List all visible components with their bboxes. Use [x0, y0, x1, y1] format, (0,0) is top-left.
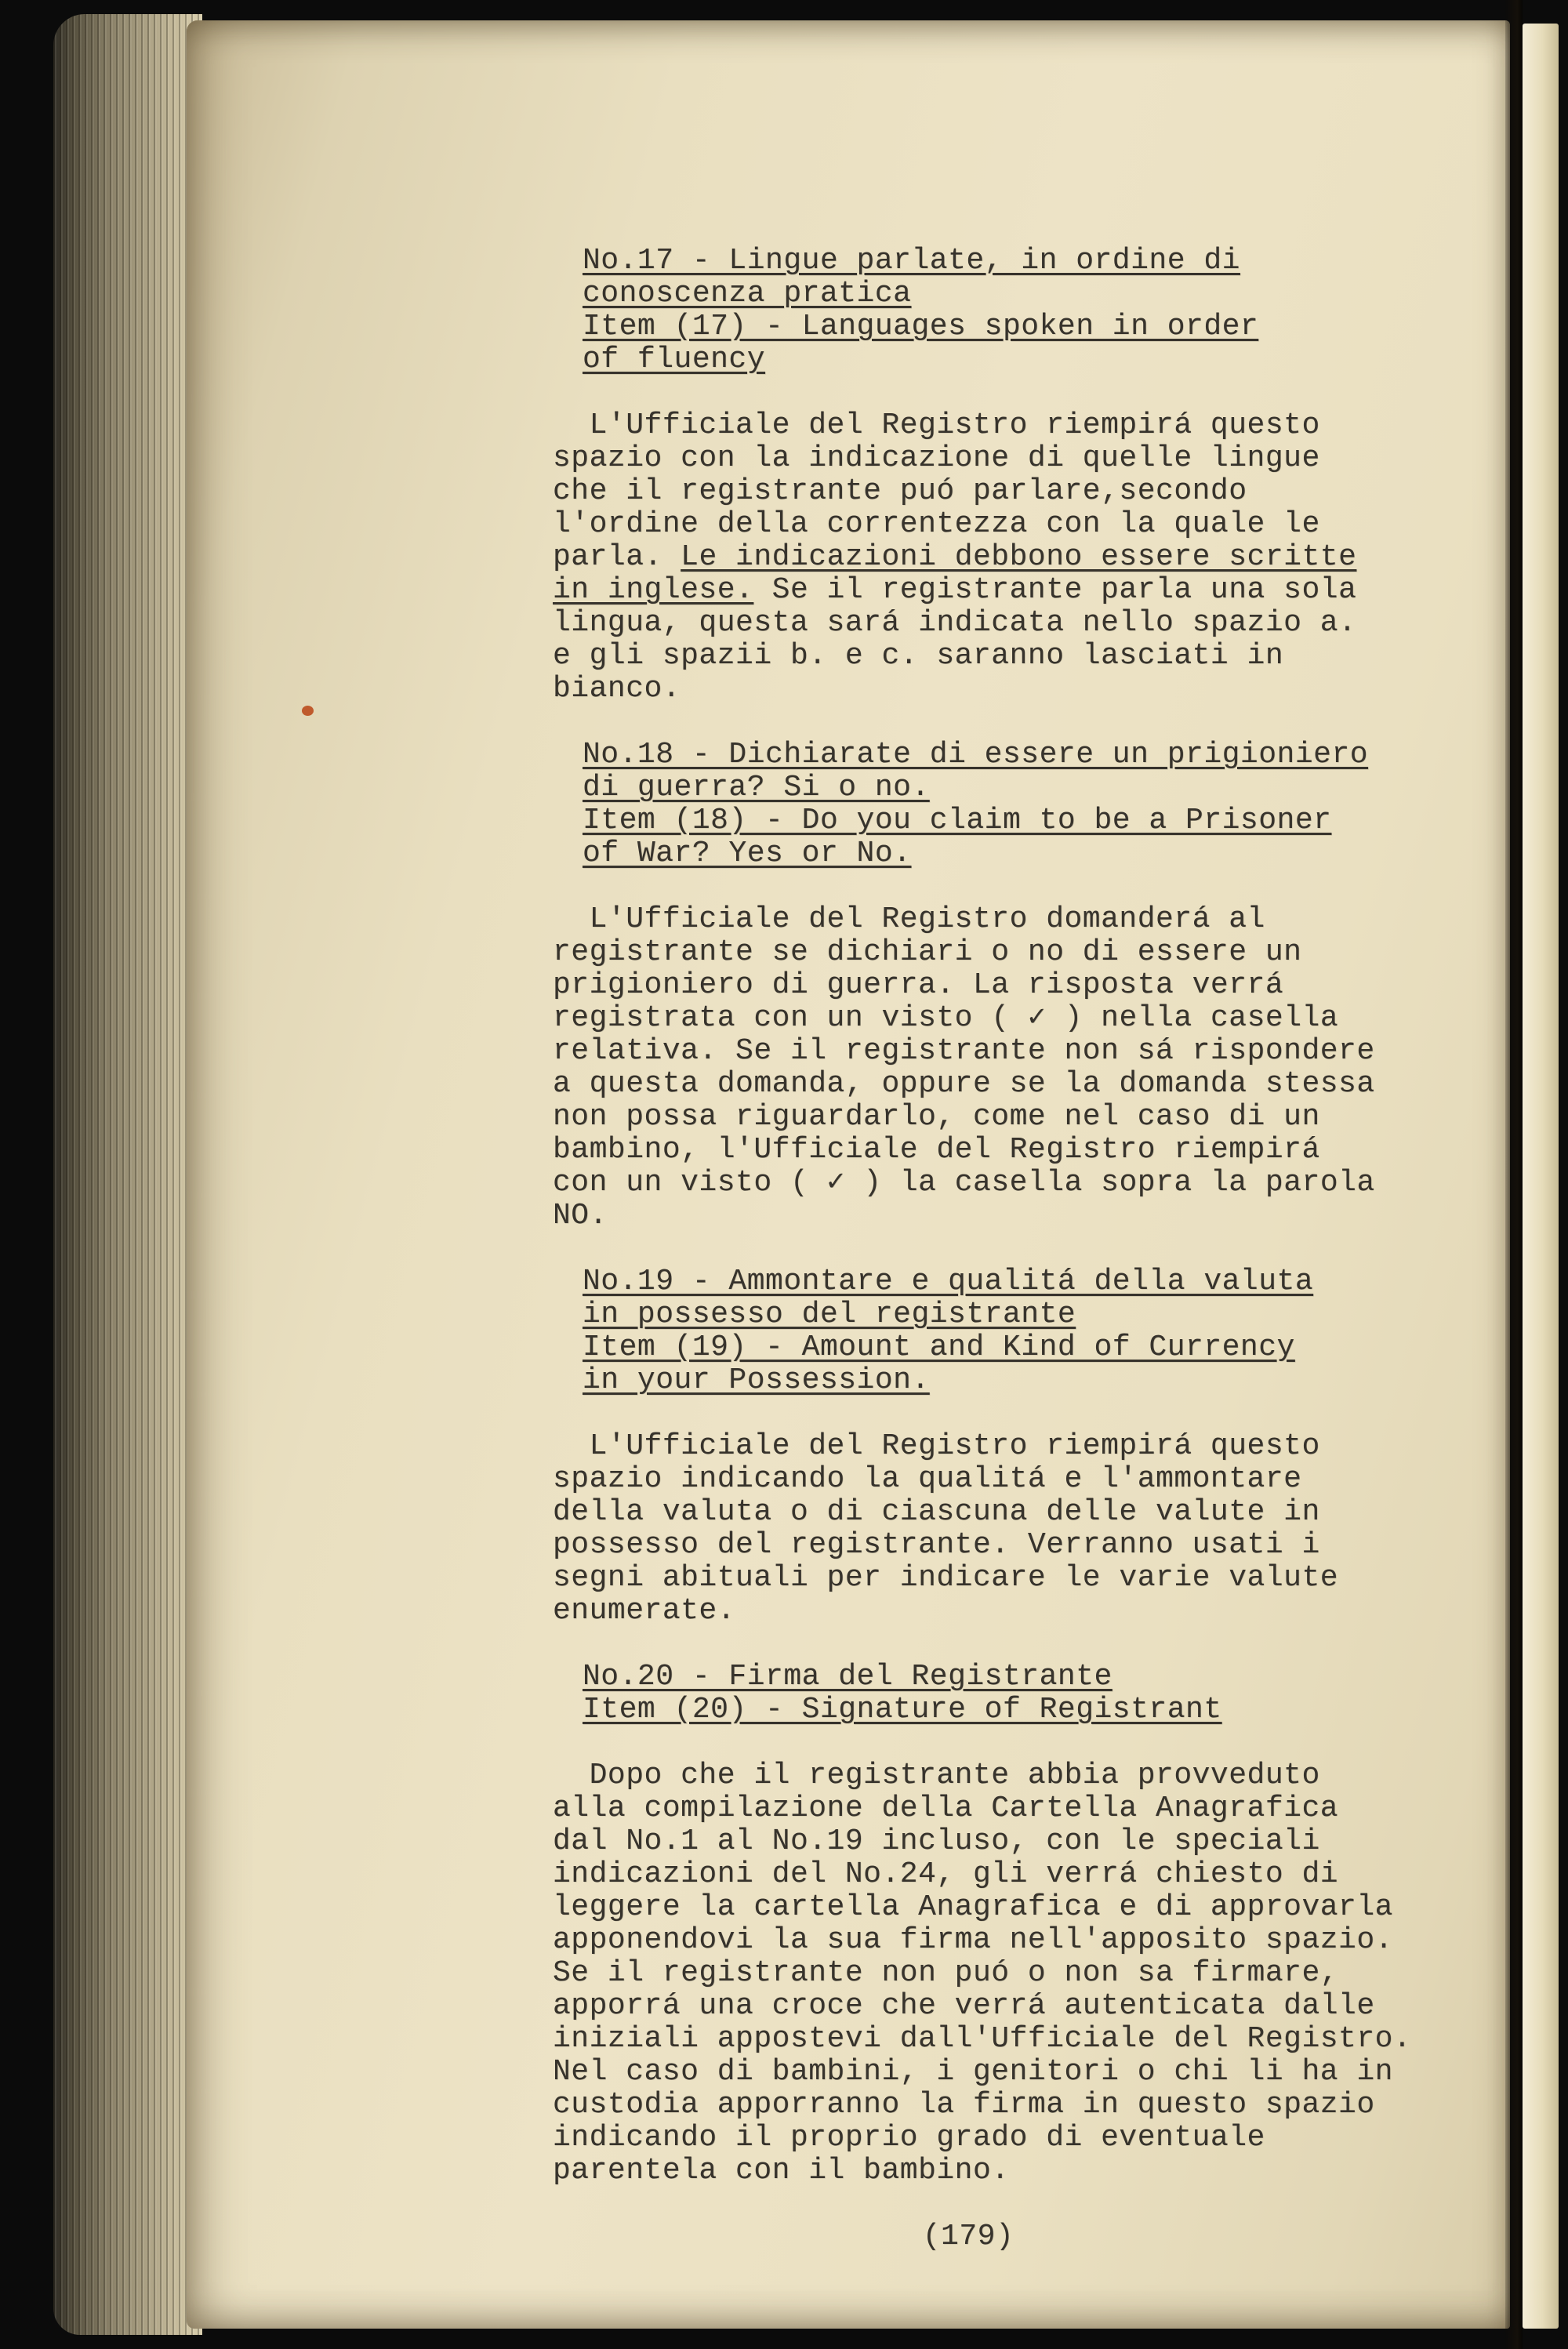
- heading-line: in possesso del registrante: [583, 1298, 1076, 1331]
- section-heading-item-20: [583, 1661, 1470, 1726]
- heading-line: No.20 - Firma del Registrante: [583, 1660, 1112, 1694]
- body-line: della valuta o di ciascuna delle valute in: [553, 1495, 1320, 1529]
- heading-line: Item (17) - Languages spoken in order: [583, 310, 1259, 343]
- heading-line: conoscenza pratica: [583, 277, 912, 310]
- body-line: con un visto ( ✓ ) la casella sopra la parola: [553, 1166, 1375, 1200]
- body-line: leggere la cartella Anagrafica e di approvarla: [553, 1890, 1393, 1924]
- body-line: alla compilazione della Cartella Anagrafica: [553, 1792, 1339, 1825]
- section-paragraph-item-18: [553, 903, 1470, 1233]
- body-line: apporrá una croce che verrá autenticata dalle: [553, 1989, 1375, 2023]
- heading-line: No.17 - Lingue parlate, in ordine di: [583, 244, 1240, 278]
- body-line: NO.: [553, 1199, 608, 1233]
- page-edge-lines: [53, 14, 202, 2335]
- heading-line: Item (20) - Signature of Registrant: [583, 1693, 1222, 1726]
- heading-line: Item (19) - Amount and Kind of Currency: [583, 1331, 1295, 1364]
- body-line: indicazioni del No.24, gli verrá chiesto di: [553, 1857, 1339, 1891]
- body-line: in inglese. Se il registrante parla una sola: [553, 573, 1357, 607]
- section-heading-item-18: [583, 739, 1470, 870]
- body-line: registrata con un visto ( ✓ ) nella casella: [553, 1001, 1339, 1035]
- body-line: L'Ufficiale del Registro riempirá questo: [553, 408, 1320, 442]
- section-heading-item-17: [583, 245, 1470, 376]
- heading-line: of fluency: [583, 343, 766, 376]
- heading-line: Item (18) - Do you claim to be a Prisoner: [583, 804, 1332, 837]
- text-column: [553, 245, 1470, 2253]
- body-line: spazio con la indicazione di quelle lingue: [553, 441, 1320, 475]
- heading-line: in your Possession.: [583, 1363, 930, 1397]
- body-line: segni abituali per indicare le varie valute: [553, 1561, 1339, 1595]
- body-line: registrante se dichiari o no di essere un: [553, 935, 1302, 969]
- body-line: che il registrante puó parlare,secondo: [553, 474, 1247, 508]
- body-line: Nel caso di bambini, i genitori o chi li ha in: [553, 2055, 1393, 2089]
- heading-line: No.18 - Dichiarate di essere un prigioniero: [583, 738, 1369, 772]
- section-item-20: [553, 1661, 1470, 2187]
- page-number: (179): [922, 2220, 1014, 2253]
- section-item-18: [553, 739, 1470, 1233]
- body-line: spazio indicando la qualitá e l'ammontare: [553, 1462, 1302, 1496]
- section-paragraph-item-19: [553, 1430, 1470, 1628]
- body-line: indicando il proprio grado di eventuale: [553, 2121, 1265, 2155]
- section-paragraph-item-20: [553, 1759, 1470, 2187]
- body-line: relativa. Se il registrante non sá rispondere: [553, 1034, 1375, 1068]
- body-line: parentela con il bambino.: [553, 2154, 1010, 2187]
- section-paragraph-item-17: [553, 409, 1470, 706]
- body-line: L'Ufficiale del Registro riempirá questo: [553, 1429, 1320, 1463]
- heading-line: di guerra? Si o no.: [583, 771, 930, 804]
- body-line: Se il registrante non puó o non sa firmare,: [553, 1956, 1339, 1990]
- body-line: L'Ufficiale del Registro domanderá al: [553, 902, 1265, 936]
- body-line: parla. Le indicazioni debbono essere scritte: [553, 540, 1357, 574]
- body-line: apponendovi la sua firma nell'apposito spazio.: [553, 1923, 1393, 1957]
- section-item-17: [553, 245, 1470, 706]
- body-line: bianco.: [553, 672, 681, 706]
- heading-line: of War? Yes or No.: [583, 837, 912, 870]
- page-edge-stack: [53, 14, 202, 2335]
- facing-page-sliver: [1523, 24, 1559, 2329]
- red-dot-mark: [302, 706, 314, 716]
- body-line: iniziali appostevi dall'Ufficiale del Registro.: [553, 2022, 1412, 2056]
- body-line: bambino, l'Ufficiale del Registro riempirá: [553, 1133, 1320, 1167]
- section-heading-item-19: [583, 1265, 1470, 1397]
- body-line: enumerate.: [553, 1594, 736, 1628]
- body-line: dal No.1 al No.19 incluso, con le speciali: [553, 1824, 1320, 1858]
- body-line: possesso del registrante. Verranno usati i: [553, 1528, 1320, 1562]
- body-line: Dopo che il registrante abbia provveduto: [553, 1759, 1320, 1792]
- section-item-19: [553, 1265, 1470, 1628]
- body-line: e gli spazii b. e c. saranno lasciati in: [553, 639, 1284, 673]
- body-line: custodia apporranno la firma in questo spazio: [553, 2088, 1375, 2122]
- body-line: lingua, questa sará indicata nello spazio a.: [553, 606, 1357, 640]
- body-line: non possa riguardarlo, come nel caso di un: [553, 1100, 1320, 1134]
- body-line: l'ordine della correntezza con la quale le: [553, 507, 1320, 541]
- heading-line: No.19 - Ammontare e qualitá della valuta: [583, 1265, 1314, 1298]
- body-line: prigioniero di guerra. La risposta verrá: [553, 968, 1284, 1002]
- page-gutter-shadow: [1505, 0, 1523, 2349]
- body-line: a questa domanda, oppure se la domanda stessa: [553, 1067, 1375, 1101]
